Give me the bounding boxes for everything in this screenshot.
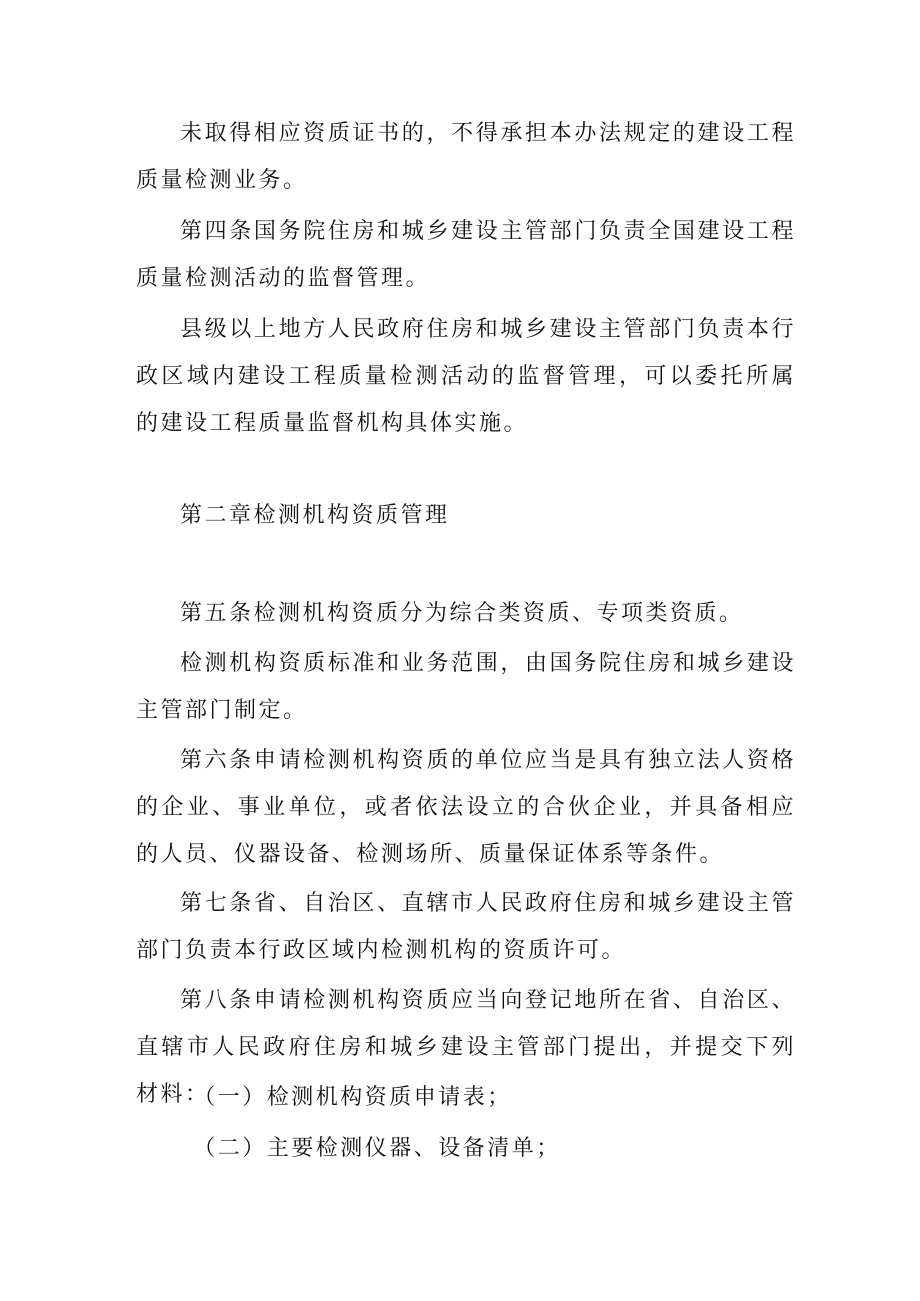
paragraph-qualification-requirement: 未取得相应资质证书的，不得承担本办法规定的建设工程质量检测业务。	[136, 121, 796, 193]
paragraph-qualification-standards: 检测机构资质标准和业务范围，由国务院住房和城乡建设主管部门制定。	[136, 651, 796, 723]
paragraph-article-8: 第八条申请检测机构资质应当向登记地所在省、自治区、直辖市人民政府住房和城乡建设主管部门提出，并提交下列材料：	[136, 988, 796, 1107]
paragraph-article-4: 第四条国务院住房和城乡建设主管部门负责全国建设工程质量检测活动的监督管理。	[136, 219, 796, 291]
list-item-equipment-list: （二）主要检测仪器、设备清单；	[193, 1136, 561, 1161]
list-item-application-form: （一）检测机构资质申请表；	[193, 1085, 512, 1110]
chapter-heading: 第二章检测机构资质管理	[180, 503, 450, 528]
paragraph-article-5: 第五条检测机构资质分为综合类资质、专项类资质。	[180, 601, 744, 626]
paragraph-local-supervision: 县级以上地方人民政府住房和城乡建设主管部门负责本行政区域内建设工程质量检测活动的监督管理，可以委托所属的建设工程质量监督机构具体实施。	[136, 317, 796, 436]
paragraph-article-6: 第六条申请检测机构资质的单位应当是具有独立法人资格的企业、事业单位，或者依法设立的合伙企业，并具备相应的人员、仪器设备、检测场所、质量保证体系等条件。	[136, 748, 796, 867]
paragraph-article-7: 第七条省、自治区、直辖市人民政府住房和城乡建设主管部门负责本行政区域内检测机构的资质许可。	[136, 891, 796, 963]
